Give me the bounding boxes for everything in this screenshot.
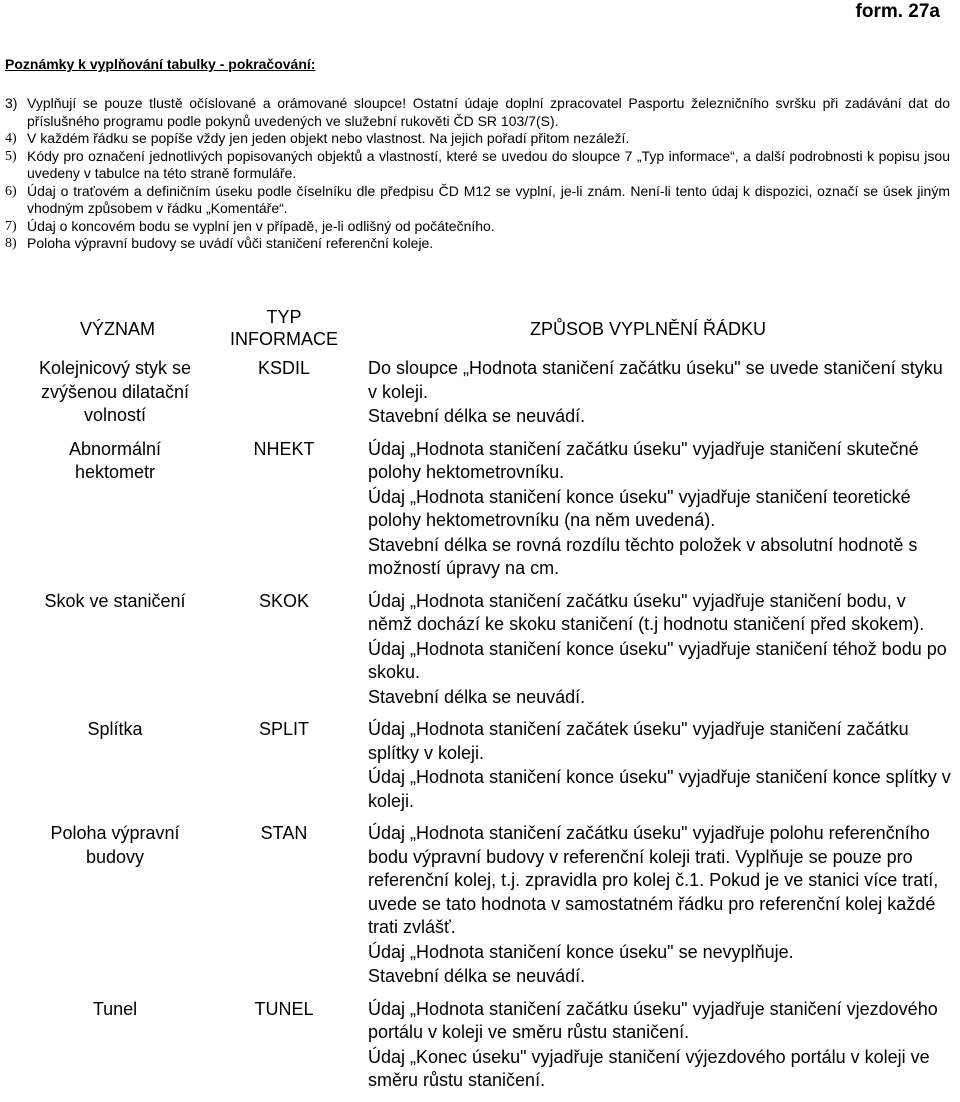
row-method: [368, 822, 953, 990]
table-row: [0, 438, 960, 582]
row-meaning: Tunel: [92, 998, 138, 1019]
row-meaning: Splítka: [87, 719, 143, 739]
row-type-code: STAN: [260, 823, 308, 843]
row-type-code: KSDIL: [257, 358, 311, 378]
note-item: [5, 235, 950, 253]
method-paragraph: Stavební délka se neuvádí.: [368, 966, 586, 986]
note-item: [5, 183, 950, 218]
method-paragraph: Údaj „Hodnota staničení začátku úseku" vyjadřuje staničení vjezdového portálu v koleji ve směru růstu staničení.: [368, 998, 938, 1042]
row-type-code: NHEKT: [253, 438, 315, 459]
note-item: [5, 148, 950, 183]
note-item: [5, 218, 950, 236]
note-number: 3): [5, 95, 18, 111]
note-text: Údaj o koncovém bodu se vyplní jen v případě, je-li odlišný od počátečního.: [27, 217, 495, 234]
row-meaning: Skok ve staničení: [44, 590, 186, 611]
note-number: 4): [5, 131, 17, 146]
table-row: [0, 998, 960, 1094]
row-method: [368, 357, 953, 430]
method-paragraph: Stavební délka se neuvádí.: [368, 406, 586, 426]
method-paragraph: Do sloupce „Hodnota staničení začátku úseku" se uvede staničení styku v koleji.: [368, 358, 943, 402]
note-item: [5, 95, 950, 130]
method-paragraph: Stavební délka se rovná rozdílu těchto položek v absolutní hodnotě s možností úpravy na cm.: [368, 534, 918, 578]
row-method: [368, 590, 953, 711]
note-item: [5, 130, 950, 148]
row-type-code: TUNEL: [254, 998, 314, 1019]
table-row: [0, 357, 960, 430]
table-row: [0, 718, 960, 814]
method-paragraph: Údaj „Hodnota staničení začátku úseku" vyjadřuje polohu referenčního bodu výpravní budovy v referenční koleji trati. Vyplňuje se pouze pro referenční kolej, t.j. zpravidla pro kolej č.1. Pokud je ve stanici více tratí, uvede se tato hodnota v samostatném řádku pro referenční kolej každé trati zvlášť.: [368, 823, 939, 937]
note-number: 8): [5, 236, 17, 251]
column-header-method: ZPŮSOB VYPLNĚNÍ ŘÁDKU: [530, 319, 767, 339]
method-paragraph: Stavební délka se neuvádí.: [368, 686, 586, 707]
row-meaning: Poloha výpravní budovy: [50, 823, 180, 867]
row-meaning: Abnormální hektometr: [68, 438, 162, 482]
note-text: Kódy pro označení jednotlivých popisovaných objektů a vlastností, které se uvedou do sloupce 7 „Typ informace“, a další podrobnosti k popisu jsou uvedeny v tabulce na této straně formuláře.: [27, 147, 950, 181]
row-method: [368, 438, 953, 582]
form-code: form. 27a: [855, 1, 940, 22]
column-header-type: TYP INFORMACE: [230, 307, 338, 349]
method-paragraph: Údaj „Hodnota staničení konce úseku" vyjadřuje staničení téhož bodu po skoku.: [368, 638, 947, 682]
method-paragraph: Údaj „Hodnota staničení konce úseku" se nevyplňuje.: [368, 941, 794, 962]
column-header-meaning: VÝZNAM: [80, 319, 156, 339]
row-type-code: SKOK: [258, 590, 310, 611]
row-type-code: SPLIT: [258, 719, 310, 739]
method-paragraph: Údaj „Hodnota staničení začátek úseku" vyjadřuje staničení začátku splítky v koleji.: [368, 719, 909, 763]
notes-title: Poznámky k vyplňování tabulky - pokračování:: [5, 56, 316, 72]
method-paragraph: Údaj „Hodnota staničení začátku úseku" vyjadřuje staničení skutečné polohy hektometrovníku.: [368, 438, 919, 482]
notes-list: [5, 95, 950, 253]
note-text: Údaj o traťovém a definičním úseku podle číselníku dle předpisu ČD M12 se vyplní, je-li znám. Není-li tento údaj k dispozici, označí se úsek jiným vhodným způsobem v řádku „Komentáře“.: [27, 182, 950, 216]
method-paragraph: Údaj „Hodnota staničení konce úseku" vyjadřuje staničení teoretické polohy hektometrovníku (na něm uvedená).: [368, 486, 911, 530]
row-meaning: Kolejnicový styk se zvýšenou dilatační volností: [38, 358, 192, 425]
note-number: 5): [5, 148, 17, 164]
note-number: 6): [5, 183, 17, 199]
note-number: 7): [5, 218, 17, 234]
note-text: V každém řádku se popíše vždy jen jeden objekt nebo vlastnost. Na jejich pořadí přitom nezáleží.: [27, 130, 630, 146]
note-text: Vyplňují se pouze tlustě očíslované a orámované sloupce! Ostatní údaje doplní zpracovatel Pasportu železničního svršku při zadávání dat do příslušného programu podle pokynů uvedených ve služební rukověti ČD SR 103/7(S).: [27, 95, 950, 129]
info-types-table: [0, 357, 960, 1102]
method-paragraph: Údaj „Hodnota staničení konce úseku" vyjadřuje staničení konce splítky v koleji.: [368, 767, 951, 811]
note-text: Poloha výpravní budovy se uvádí vůči staničení referenční koleje.: [27, 235, 434, 251]
table-row: [0, 822, 960, 990]
row-method: [368, 718, 953, 814]
table-row: [0, 590, 960, 711]
method-paragraph: Údaj „Hodnota staničení začátku úseku" vyjadřuje staničení bodu, v němž dochází ke skoku staničení (t.j hodnotu staničení před skokem).: [368, 590, 925, 634]
method-paragraph: Údaj „Konec úseku" vyjadřuje staničení výjezdového portálu v koleji ve směru růstu staničení.: [368, 1046, 930, 1090]
row-method: [368, 998, 953, 1094]
